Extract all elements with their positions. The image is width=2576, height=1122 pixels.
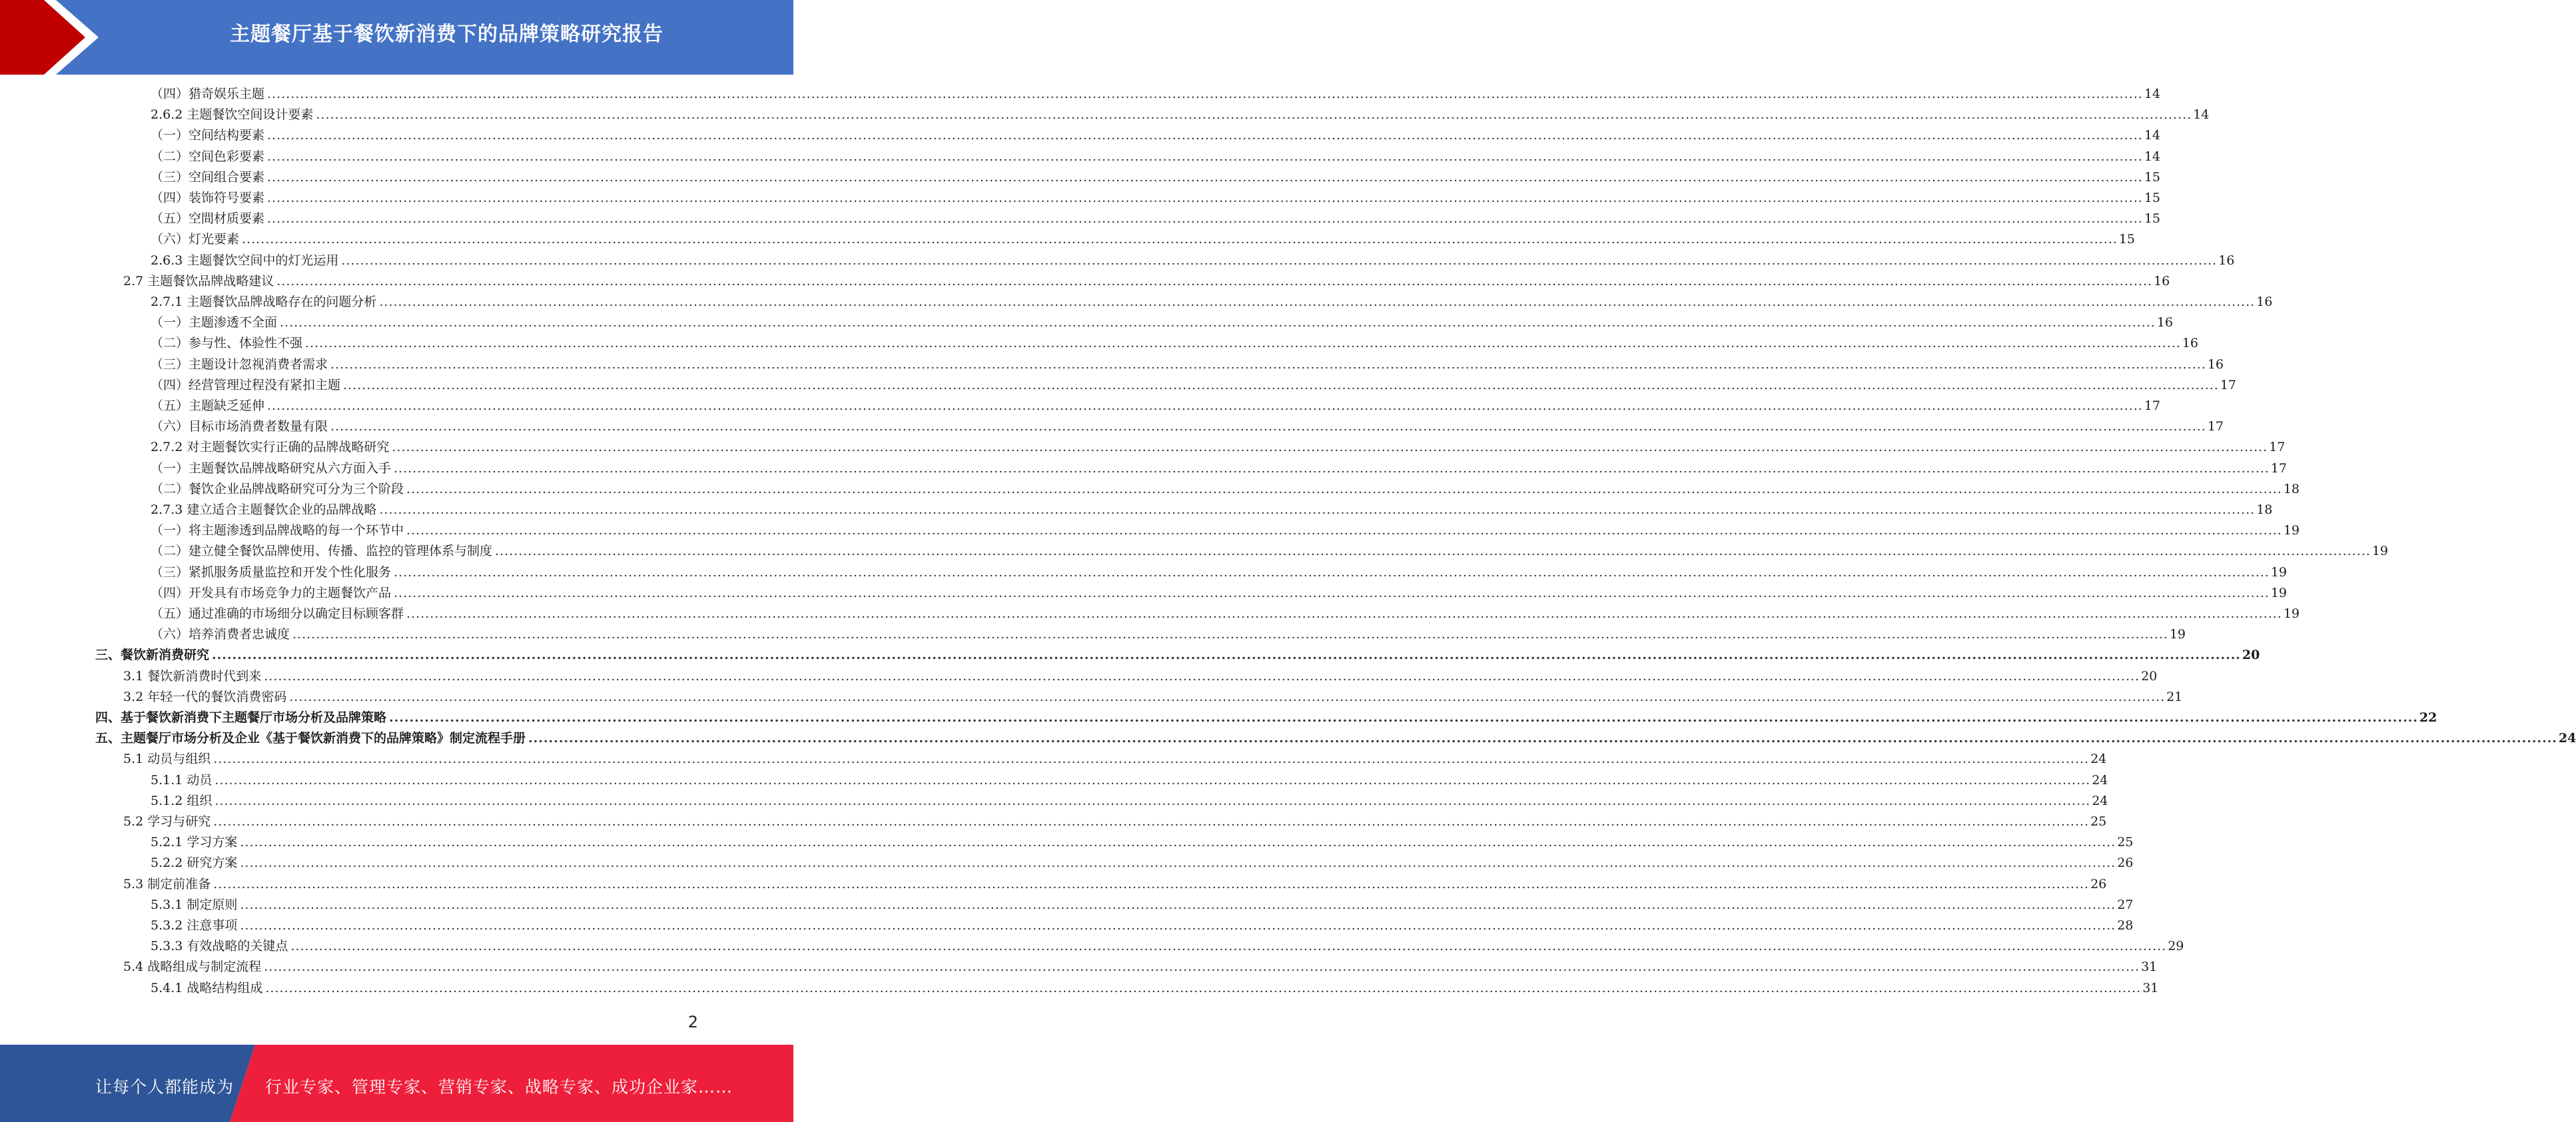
toc-dot-leader: ................................................................................................................................................................................................................................................................................................................................................................................................................ [394, 564, 2270, 580]
toc-entry[interactable] [151, 148, 2161, 165]
toc-entry[interactable] [151, 189, 2161, 207]
toc-entry[interactable] [151, 480, 2300, 498]
toc-entry-page: 29 [2168, 939, 2184, 954]
toc-dot-leader: ................................................................................................................................................................................................................................................................................................................................................................................................................ [379, 502, 2256, 517]
toc-entry-page: 18 [2256, 502, 2273, 517]
toc-entry[interactable] [151, 231, 2136, 248]
toc-entry-title: （五）通过准确的市场细分以确定目标顾客群 [151, 606, 404, 621]
toc-entry-title: 5.3.3 有效战略的关键点 [151, 939, 288, 954]
toc-entry-title: 5.2.1 学习方案 [151, 835, 238, 850]
toc-dot-leader: ................................................................................................................................................................................................................................................................................................................................................................................................................ [213, 814, 2090, 829]
footer-slogan-left: 让每个人都能成为 [95, 1077, 234, 1097]
toc-dot-leader: ................................................................................................................................................................................................................................................................................................................................................................................................................ [215, 793, 2091, 808]
toc-entry-page: 15 [2144, 211, 2161, 227]
toc-entry-page: 26 [2090, 876, 2107, 891]
toc-dot-leader: ................................................................................................................................................................................................................................................................................................................................................................................................................ [280, 315, 2156, 330]
toc-entry-title: （六）目标市场消费者数量有限 [151, 419, 328, 434]
toc-dot-leader: ................................................................................................................................................................................................................................................................................................................................................................................................................ [264, 959, 2140, 975]
toc-entry[interactable] [151, 834, 2134, 851]
toc-entry[interactable] [151, 542, 2389, 560]
toc-entry[interactable] [151, 917, 2134, 934]
toc-entry[interactable] [151, 127, 2161, 144]
toc-entry-page: 17 [2144, 398, 2161, 413]
toc-dot-leader: ................................................................................................................................................................................................................................................................................................................................................................................................................ [240, 835, 2116, 850]
toc-entry-page: 27 [2117, 897, 2134, 912]
toc-entry-title: 3.2 年轻一代的餐饮消费密码 [123, 689, 287, 704]
toc-entry-page: 26 [2117, 855, 2134, 871]
toc-entry[interactable] [151, 896, 2134, 913]
toc-dot-leader: ................................................................................................................................................................................................................................................................................................................................................................................................................ [389, 710, 2418, 725]
toc-entry-page: 19 [2270, 585, 2288, 600]
toc-entry-title: （一）主题餐饮品牌战略研究从六方面入手 [151, 460, 392, 476]
toc-entry[interactable] [151, 564, 2288, 581]
toc-entry-title: 5.1.2 组织 [151, 793, 213, 808]
toc-entry-title: （五）主题缺乏延伸 [151, 398, 265, 413]
toc-entry-page: 17 [2220, 377, 2237, 392]
toc-entry-title: （二）参与性、体验性不强 [151, 336, 303, 351]
toc-dot-leader: ................................................................................................................................................................................................................................................................................................................................................................................................................ [242, 232, 2118, 247]
toc-entry[interactable] [123, 273, 2170, 290]
toc-entry-title: 三、餐饮新消费研究 [95, 648, 210, 663]
toc-entry-title: （四）开发具有市场竞争力的主题餐饮产品 [151, 585, 392, 600]
toc-dot-leader: ................................................................................................................................................................................................................................................................................................................................................................................................................ [264, 668, 2140, 684]
toc-entry-page: 14 [2144, 149, 2161, 164]
toc-dot-leader: ................................................................................................................................................................................................................................................................................................................................................................................................................ [240, 855, 2116, 871]
toc-dot-leader: ................................................................................................................................................................................................................................................................................................................................................................................................................ [276, 273, 2153, 288]
page-header [0, 0, 793, 75]
toc-dot-leader: ................................................................................................................................................................................................................................................................................................................................................................................................................ [215, 772, 2091, 788]
toc-entry-page: 18 [2283, 481, 2300, 496]
toc-entry[interactable] [151, 314, 2174, 331]
toc-entry-title: （六）培养消费者忠诚度 [151, 627, 290, 642]
toc-entry-page: 19 [2169, 627, 2186, 642]
toc-entry-title: 5.2 学习与研究 [123, 814, 211, 829]
toc-entry-page: 21 [2166, 689, 2183, 704]
toc-entry-title: （二）空间色彩要素 [151, 149, 265, 164]
toc-entry-title: 2.6.2 主题餐饮空间设计要素 [151, 107, 314, 123]
toc-entry-page: 24 [2092, 793, 2108, 808]
toc-entry-page: 22 [2419, 710, 2437, 725]
toc-entry-title: （三）紧抓服务质量监控和开发个性化服务 [151, 564, 392, 580]
toc-entry[interactable] [151, 460, 2288, 477]
toc-dot-leader: ................................................................................................................................................................................................................................................................................................................................................................................................................ [495, 544, 2371, 559]
toc-entry-page: 16 [2156, 315, 2174, 330]
toc-dot-leader: ................................................................................................................................................................................................................................................................................................................................................................................................................ [240, 918, 2116, 933]
toc-entry-title: （一）将主题渗透到品牌战略的每一个环节中 [151, 523, 404, 538]
toc-entry[interactable] [151, 418, 2224, 435]
toc-entry[interactable] [151, 334, 2199, 352]
toc-entry-title: 5.1.1 动员 [151, 772, 213, 788]
toc-entry-page: 14 [2193, 107, 2210, 123]
toc-entry-page: 24 [2090, 752, 2107, 767]
toc-entry-title: （三）空间组合要素 [151, 169, 265, 185]
toc-entry[interactable] [151, 252, 2235, 269]
toc-dot-leader: ................................................................................................................................................................................................................................................................................................................................................................................................................ [330, 419, 2206, 434]
toc-entry[interactable] [151, 979, 2159, 997]
toc-entry[interactable] [151, 772, 2108, 789]
toc-dot-leader: ................................................................................................................................................................................................................................................................................................................................................................................................................ [267, 149, 2143, 164]
toc-entry-title: 5.3 制定前准备 [123, 876, 211, 891]
document-title: 主题餐厅基于餐饮新消费下的品牌策略研究报告 [230, 23, 663, 46]
toc-dot-leader: ................................................................................................................................................................................................................................................................................................................................................................................................................ [213, 876, 2090, 891]
toc-entry-title: 3.1 餐饮新消费时代到来 [123, 668, 262, 684]
toc-dot-leader: ................................................................................................................................................................................................................................................................................................................................................................................................................ [290, 939, 2167, 954]
toc-entry[interactable] [151, 169, 2161, 186]
toc-entry[interactable] [123, 668, 2158, 685]
toc-entry[interactable] [151, 626, 2186, 643]
toc-entry-title: （四）装饰符号要素 [151, 191, 265, 205]
toc-dot-leader: ................................................................................................................................................................................................................................................................................................................................................................................................................ [292, 627, 2168, 642]
toc-dot-leader: ................................................................................................................................................................................................................................................................................................................................................................................................................ [394, 585, 2270, 600]
toc-dot-leader: ................................................................................................................................................................................................................................................................................................................................................................................................................ [394, 460, 2270, 476]
toc-entry-page: 19 [2283, 606, 2300, 621]
toc-dot-leader: ................................................................................................................................................................................................................................................................................................................................................................................................................ [528, 731, 2557, 746]
toc-entry-title: 5.2.2 研究方案 [151, 855, 238, 871]
toc-entry[interactable] [123, 813, 2107, 830]
toc-entry-page: 25 [2117, 835, 2134, 850]
toc-dot-leader: ................................................................................................................................................................................................................................................................................................................................................................................................................ [392, 440, 2268, 455]
toc-entry-page: 17 [2207, 419, 2224, 434]
toc-dot-leader: ................................................................................................................................................................................................................................................................................................................................................................................................................ [379, 294, 2256, 309]
toc-entry[interactable] [151, 356, 2224, 373]
toc-entry[interactable] [95, 730, 2576, 747]
toc-entry-title: （六）灯光要素 [151, 232, 240, 247]
toc-entry[interactable] [95, 646, 2260, 664]
toc-dot-leader: ................................................................................................................................................................................................................................................................................................................................................................................................................ [240, 897, 2116, 912]
toc-entry-page: 16 [2256, 294, 2273, 309]
toc-entry-title: 2.7 主题餐饮品牌战略建议 [123, 273, 274, 288]
header-arrow-graphic [0, 0, 107, 75]
toc-entry-page: 19 [2371, 544, 2389, 559]
footer-slogan-right: 行业专家、管理专家、营销专家、战略专家、成功企业家…… [265, 1077, 733, 1097]
toc-dot-leader: ................................................................................................................................................................................................................................................................................................................................................................................................................ [305, 336, 2181, 351]
toc-entry-title: 5.4 战略组成与制定流程 [123, 959, 262, 975]
toc-entry[interactable] [151, 210, 2161, 227]
toc-entry-title: （一）主题渗透不全面 [151, 315, 278, 330]
toc-entry-title: 5.3.2 注意事项 [151, 918, 238, 933]
toc-entry-page: 16 [2218, 253, 2235, 268]
toc-entry-page: 14 [2144, 128, 2161, 143]
toc-entry-page: 19 [2270, 564, 2288, 580]
toc-entry-page: 24 [2558, 731, 2576, 746]
toc-entry[interactable] [151, 501, 2273, 518]
toc-dot-leader: ................................................................................................................................................................................................................................................................................................................................................................................................................ [341, 253, 2218, 268]
toc-entry-title: 2.6.3 主题餐饮空间中的灯光运用 [151, 253, 339, 268]
toc-entry-title: 2.7.1 主题餐饮品牌战略存在的问题分析 [151, 294, 377, 309]
toc-entry-page: 16 [2207, 356, 2224, 372]
toc-entry-title: 5.3.1 制定原则 [151, 897, 238, 912]
toc-entry-page: 16 [2154, 273, 2170, 288]
toc-entry-page: 15 [2144, 191, 2161, 205]
toc-entry-title: 2.7.3 建立适合主题餐饮企业的品牌战略 [151, 502, 377, 517]
toc-entry-page: 16 [2182, 336, 2199, 351]
toc-entry-page: 17 [2269, 440, 2286, 455]
toc-entry-page: 19 [2283, 523, 2300, 538]
toc-entry-title: （三）主题设计忽视消费者需求 [151, 356, 328, 372]
toc-entry-page: 17 [2270, 460, 2288, 476]
toc-entry[interactable] [151, 85, 2161, 103]
toc-dot-leader: ................................................................................................................................................................................................................................................................................................................................................................................................................ [267, 169, 2143, 185]
toc-entry[interactable] [151, 438, 2286, 456]
toc-entry-title: 5.1 动员与组织 [123, 752, 211, 767]
toc-entry[interactable] [123, 688, 2183, 706]
toc-entry[interactable] [151, 106, 2210, 123]
toc-entry-page: 31 [2142, 980, 2159, 995]
toc-entry[interactable] [151, 792, 2108, 810]
toc-dot-leader: ................................................................................................................................................................................................................................................................................................................................................................................................................ [406, 481, 2282, 496]
toc-entry-page: 24 [2092, 772, 2108, 788]
toc-dot-leader: ................................................................................................................................................................................................................................................................................................................................................................................................................ [267, 191, 2143, 205]
toc-entry[interactable] [151, 397, 2161, 414]
toc-entry[interactable] [95, 709, 2437, 726]
toc-entry-page: 20 [2242, 648, 2260, 663]
page-footer [0, 1045, 793, 1122]
toc-entry[interactable] [151, 937, 2184, 955]
toc-entry[interactable] [123, 875, 2107, 893]
toc-dot-leader: ................................................................................................................................................................................................................................................................................................................................................................................................................ [289, 689, 2166, 704]
toc-entry-page: 31 [2141, 959, 2158, 975]
toc-entry[interactable] [151, 293, 2273, 310]
toc-entry[interactable] [123, 750, 2107, 768]
toc-entry[interactable] [151, 584, 2288, 602]
toc-entry-title: 四、基于餐饮新消费下主题餐厅市场分析及品牌策略 [95, 710, 387, 725]
toc-dot-leader: ................................................................................................................................................................................................................................................................................................................................................................................................................ [267, 398, 2143, 413]
toc-entry-title: （一）空间结构要素 [151, 128, 265, 143]
toc-entry-title: （二）建立健全餐饮品牌使用、传播、监控的管理体系与制度 [151, 544, 493, 559]
toc-dot-leader: ................................................................................................................................................................................................................................................................................................................................................................................................................ [406, 523, 2282, 538]
toc-dot-leader: ................................................................................................................................................................................................................................................................................................................................................................................................................ [406, 606, 2282, 621]
toc-dot-leader: ................................................................................................................................................................................................................................................................................................................................................................................................................ [267, 128, 2143, 143]
toc-entry-page: 25 [2090, 814, 2107, 829]
toc-dot-leader: ................................................................................................................................................................................................................................................................................................................................................................................................................ [330, 356, 2206, 372]
toc-dot-leader: ................................................................................................................................................................................................................................................................................................................................................................................................................ [212, 648, 2241, 663]
toc-dot-leader: ................................................................................................................................................................................................................................................................................................................................................................................................................ [316, 107, 2192, 123]
toc-entry-page: 15 [2144, 169, 2161, 185]
toc-entry[interactable] [151, 605, 2300, 622]
toc-dot-leader: ................................................................................................................................................................................................................................................................................................................................................................................................................ [267, 87, 2143, 101]
toc-dot-leader: ................................................................................................................................................................................................................................................................................................................................................................................................................ [343, 377, 2219, 392]
toc-entry-title: （四）经营管理过程没有紧扣主题 [151, 377, 341, 392]
toc-entry-title: 5.4.1 战略结构组成 [151, 980, 263, 995]
toc-entry[interactable] [151, 854, 2134, 871]
toc-entry[interactable] [151, 376, 2237, 394]
toc-entry-page: 28 [2117, 918, 2134, 933]
toc-entry-title: 五、主题餐厅市场分析及企业《基于餐饮新消费下的品牌策略》制定流程手册 [95, 731, 526, 746]
toc-entry-page: 20 [2141, 668, 2158, 684]
toc-entry-title: （五）空間材质要素 [151, 211, 265, 227]
toc-entry-title: 2.7.2 对主题餐饮实行正确的品牌战略研究 [151, 440, 390, 455]
toc-entry[interactable] [123, 958, 2158, 975]
toc-entry[interactable] [151, 522, 2300, 539]
toc-dot-leader: ................................................................................................................................................................................................................................................................................................................................................................................................................ [213, 752, 2090, 767]
toc-entry-title: （四）猎奇娱乐主题 [151, 87, 265, 101]
toc-dot-leader: ................................................................................................................................................................................................................................................................................................................................................................................................................ [265, 980, 2142, 995]
toc-entry-page: 14 [2144, 87, 2161, 101]
toc-entry-page: 15 [2118, 232, 2136, 247]
toc-dot-leader: ................................................................................................................................................................................................................................................................................................................................................................................................................ [267, 211, 2143, 227]
page-number: 2 [687, 1013, 698, 1031]
toc-entry-title: （二）餐饮企业品牌战略研究可分为三个阶段 [151, 481, 404, 496]
